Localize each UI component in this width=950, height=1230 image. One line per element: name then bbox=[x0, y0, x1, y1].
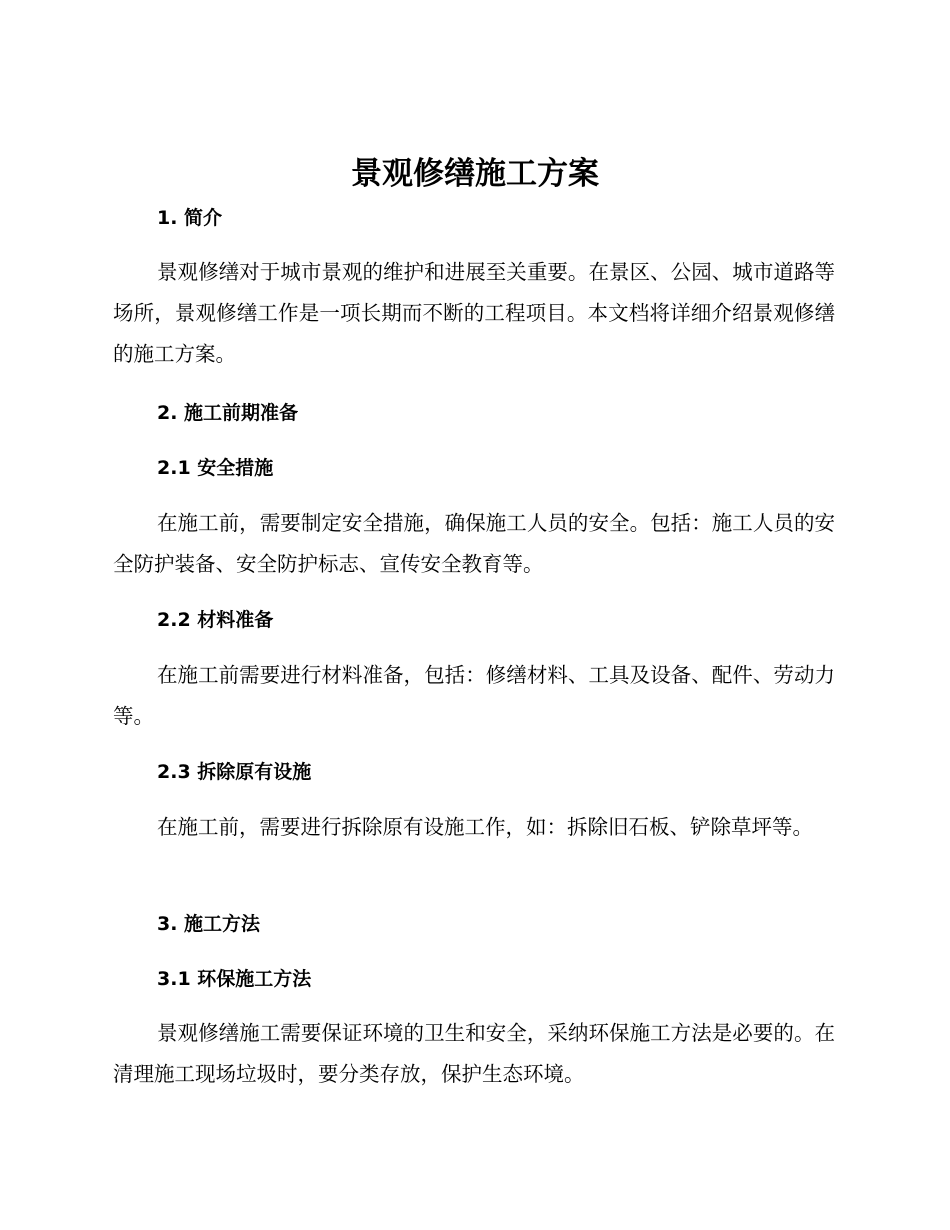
section-heading-demolition: 2.3 拆除原有设施 bbox=[157, 761, 312, 783]
section-paragraph-eco-methods: 景观修缮施工需要保证环境的卫生和安全，采纳环保施工方法是必要的。在清理施工现场垃圾时，要分类存放，保护生态环境。 bbox=[113, 1021, 835, 1086]
section-paragraph-safety: 在施工前，需要制定安全措施，确保施工人员的安全。包括：施工人员的安全防护装备、安全防护标志、宣传安全教育等。 bbox=[113, 511, 835, 576]
section-heading-intro: 1. 简介 bbox=[157, 207, 223, 229]
section-paragraph-demolition: 在施工前，需要进行拆除原有设施工作，如：拆除旧石板、铲除草坪等。 bbox=[157, 815, 813, 839]
document-title: 景观修缮施工方案 bbox=[351, 156, 599, 192]
section-heading-preparation: 2. 施工前期准备 bbox=[157, 402, 299, 424]
section-heading-eco-methods: 3.1 环保施工方法 bbox=[157, 968, 312, 990]
section-heading-safety: 2.1 安全措施 bbox=[157, 457, 274, 479]
section-heading-methods: 3. 施工方法 bbox=[157, 913, 261, 935]
section-paragraph-intro: 景观修缮对于城市景观的维护和进展至关重要。在景区、公园、城市道路等场所，景观修缮工作是一项长期而不断的工程项目。本文档将详细介绍景观修缮的施工方案。 bbox=[113, 260, 835, 366]
section-heading-materials: 2.2 材料准备 bbox=[157, 609, 274, 631]
section-paragraph-materials: 在施工前需要进行材料准备，包括：修缮材料、工具及设备、配件、劳动力等。 bbox=[113, 663, 835, 728]
